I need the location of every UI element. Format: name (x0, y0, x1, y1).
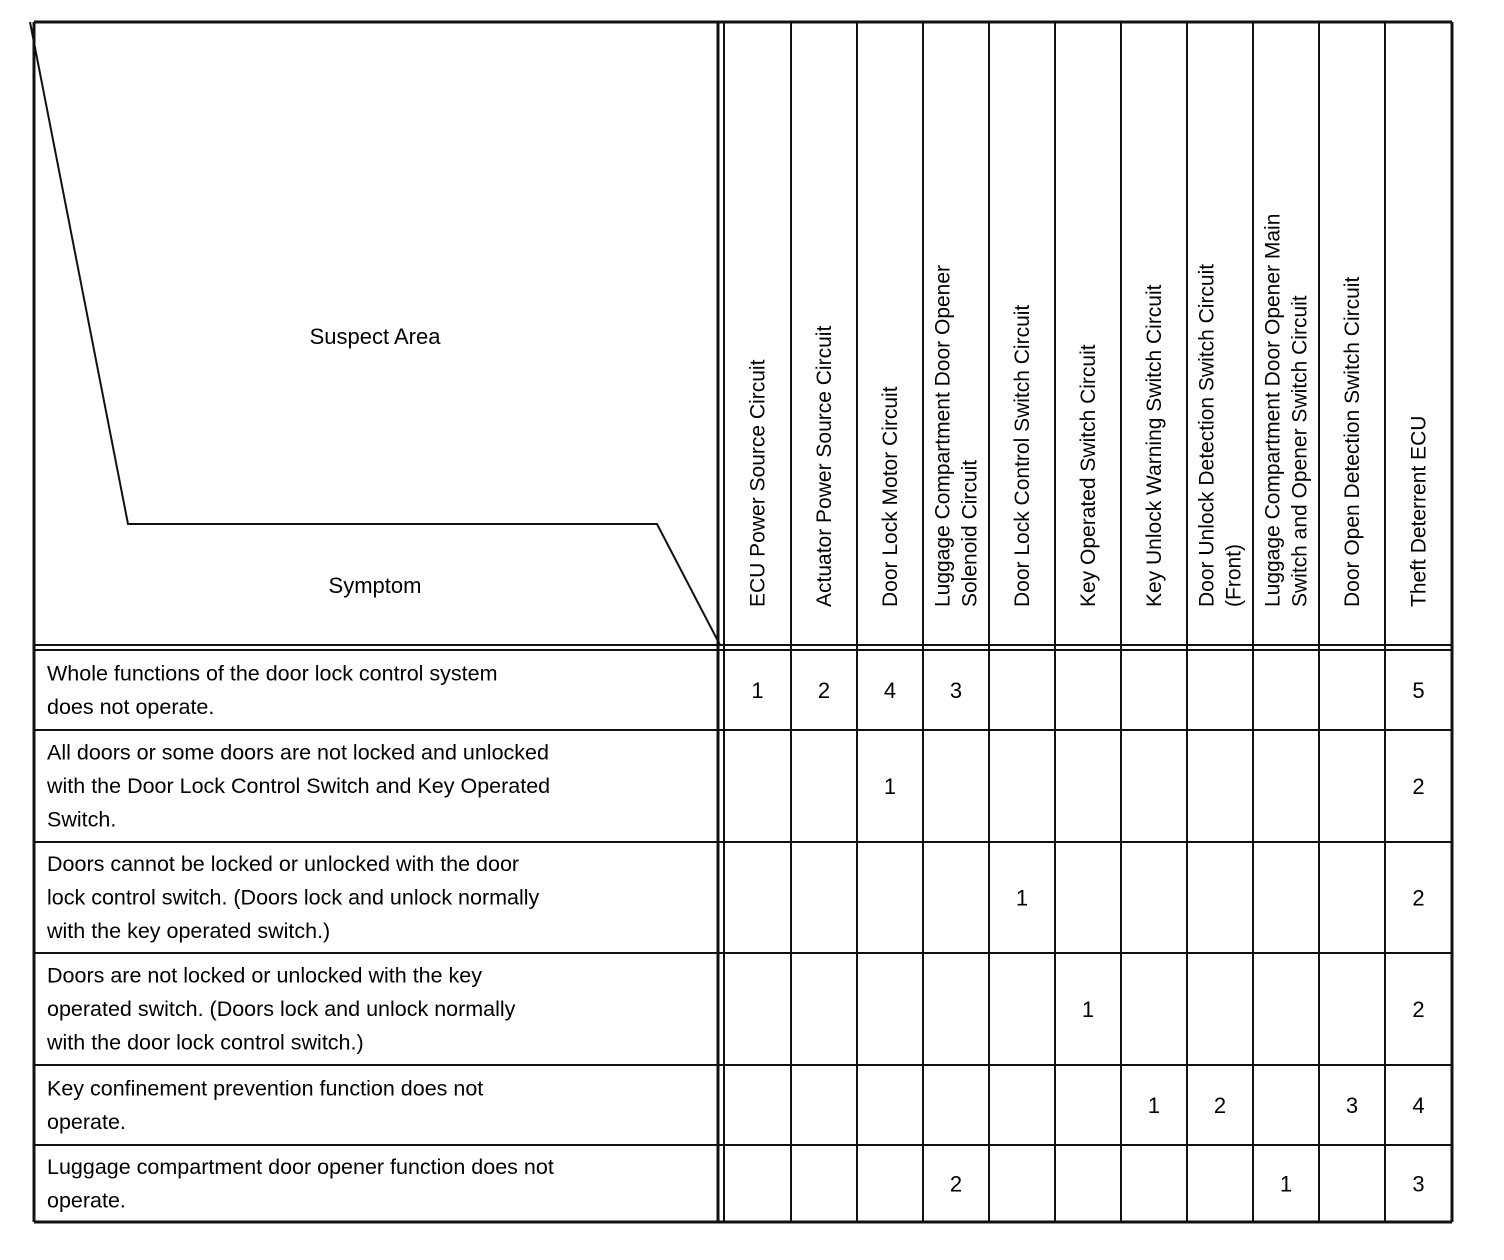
symptom-text: operated switch. (Doors lock and unlock normally (47, 997, 516, 1021)
table-row (47, 661, 1425, 719)
symptom-text: operate. (47, 1188, 126, 1213)
column-header-label: (Front) (1222, 544, 1246, 607)
priority-number: 3 (1412, 1171, 1425, 1197)
table-body (46, 661, 1425, 1212)
symptom-text: All doors or some doors are not locked and unlocked (47, 740, 549, 765)
symptom-text: Doors are not locked or unlocked with the key (47, 963, 483, 988)
priority-number: 1 (883, 774, 897, 799)
symptom-text: operate. (47, 1109, 126, 1134)
symptom-text: with the key operated switch.) (47, 919, 331, 943)
column-header-label: Luggage Compartment Door Opener Main (1261, 213, 1285, 607)
symptom-text: Doors cannot be locked or unlocked with the door (47, 852, 520, 876)
column-header-label: Door Open Detection Switch Circuit (1341, 276, 1364, 607)
symptom-label: Symptom (328, 573, 422, 598)
column-header-label: Luggage Compartment Door Opener (931, 264, 955, 607)
column-header-label: Solenoid Circuit (958, 459, 982, 607)
column-headers (747, 214, 1431, 607)
column-header-label: Door Unlock Detection Switch Circuit (1195, 263, 1219, 607)
table-row (46, 852, 1425, 943)
symptom-text: does not operate. (47, 694, 215, 719)
priority-number: 2 (1412, 997, 1425, 1022)
column-header-label: Door Lock Motor Circuit (879, 386, 902, 607)
priority-number: 1 (1015, 885, 1029, 911)
column-header-label: Switch and Opener Switch Circuit (1288, 295, 1312, 607)
symptom-text: Key confinement prevention function does not (47, 1076, 484, 1101)
priority-number: 1 (1147, 1093, 1161, 1118)
symptom-text: lock control switch. (Doors lock and unlock normally (47, 885, 540, 910)
symptom-text: with the Door Lock Control Switch and Key Operated (47, 774, 551, 798)
priority-number: 3 (949, 678, 963, 703)
table-row (46, 741, 1425, 832)
table-row (47, 1076, 1425, 1134)
priority-number: 4 (883, 678, 897, 703)
column-header-label: Door Lock Control Switch Circuit (1011, 304, 1034, 607)
priority-number: 4 (1412, 1093, 1425, 1118)
priority-number: 2 (1412, 774, 1425, 799)
priority-number: 2 (817, 678, 831, 703)
priority-number: 5 (1412, 678, 1425, 703)
symptom-text: with the door lock control switch.) (47, 1030, 364, 1055)
priority-number: 3 (1345, 1093, 1359, 1118)
column-header-label: Actuator Power Source Circuit (813, 325, 836, 607)
column-header-label: Theft Deterrent ECU (1407, 415, 1431, 607)
column-header-label: Key Unlock Warning Switch Circuit (1143, 284, 1166, 607)
priority-number: 1 (751, 678, 764, 703)
priority-number: 2 (1412, 885, 1425, 911)
table-row (47, 1155, 1425, 1213)
priority-number: 2 (949, 1171, 963, 1197)
symptom-text: Luggage compartment door opener function does not (47, 1154, 554, 1179)
priority-number: 1 (1279, 1171, 1293, 1197)
column-header-label: ECU Power Source Circuit (746, 359, 770, 607)
priority-number: 2 (1213, 1093, 1227, 1118)
symptom-text: Whole functions of the door lock control system (47, 661, 498, 686)
suspect-area-label: Suspect Area (309, 324, 441, 349)
column-header-label: Key Operated Switch Circuit (1077, 344, 1100, 607)
symptom-text: Switch. (47, 807, 117, 832)
priority-number: 1 (1081, 997, 1095, 1022)
table-row (46, 964, 1425, 1055)
